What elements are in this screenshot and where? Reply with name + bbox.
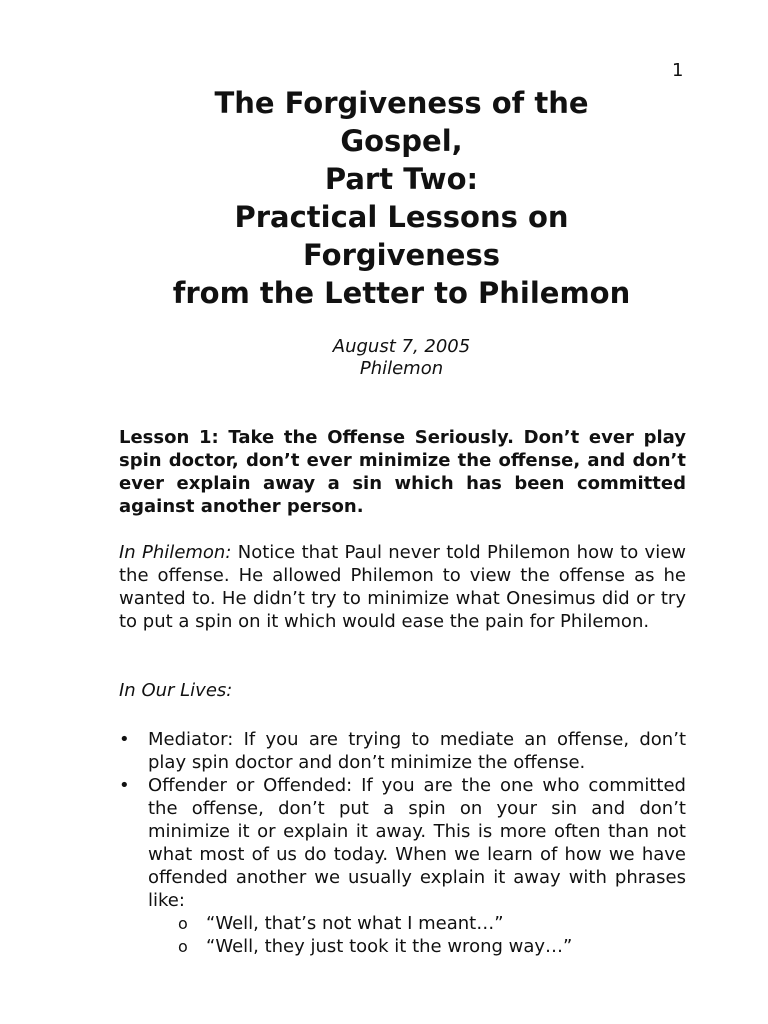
philemon-paragraph <box>119 541 686 633</box>
scripture-reference: Philemon <box>359 358 444 379</box>
sub-bullet-list <box>148 912 686 958</box>
sub-list-item: o “Well, that’s not what I meant…” <box>148 912 686 935</box>
page-number: 1 <box>672 60 684 81</box>
bullet-list <box>119 728 686 958</box>
list-item <box>119 774 686 958</box>
date: August 7, 2005 <box>332 336 471 357</box>
our-lives-label: In Our Lives: <box>119 680 233 701</box>
document-title <box>100 84 703 312</box>
title-line: Practical Lessons on <box>234 200 569 234</box>
philemon-text: Notice that Paul never told Philemon how to view the offense. He allowed Philemon to view the offense as he wanted to. He didn’t try to minimize what Onesimus did or try to put a spin on it which would ease the pain for Philemon. <box>119 542 686 632</box>
lesson-heading: Lesson 1: Take the Offense Seriously. Don’t ever play spin doctor, don’t ever minimize the offense, and don’t ever explain away a sin which has been committed against another person. <box>119 427 686 517</box>
philemon-label: In Philemon: <box>119 542 232 563</box>
title-line: Part Two: <box>324 162 479 196</box>
list-item-text: Offender or Offended: If you are the one who committed the offense, don’t put a spin on your sin and don’t minimize it or explain it away. This is more often than not what most of us do today. When we learn of how we have offended another we usually explain it away with phrases like: <box>148 775 686 911</box>
title-line: Forgiveness <box>303 238 500 272</box>
title-line: The Forgiveness of the <box>214 86 589 120</box>
document-meta <box>100 336 703 380</box>
title-line: from the Letter to Philemon <box>172 276 631 310</box>
sub-list-item: o “Well, they just took it the wrong way…” <box>148 935 686 958</box>
title-line: Gospel, <box>340 124 463 158</box>
our-lives-heading <box>119 679 686 702</box>
list-item: • Mediator: If you are trying to mediate an offense, don’t play spin doctor and don’t minimize the offense. <box>119 728 686 774</box>
